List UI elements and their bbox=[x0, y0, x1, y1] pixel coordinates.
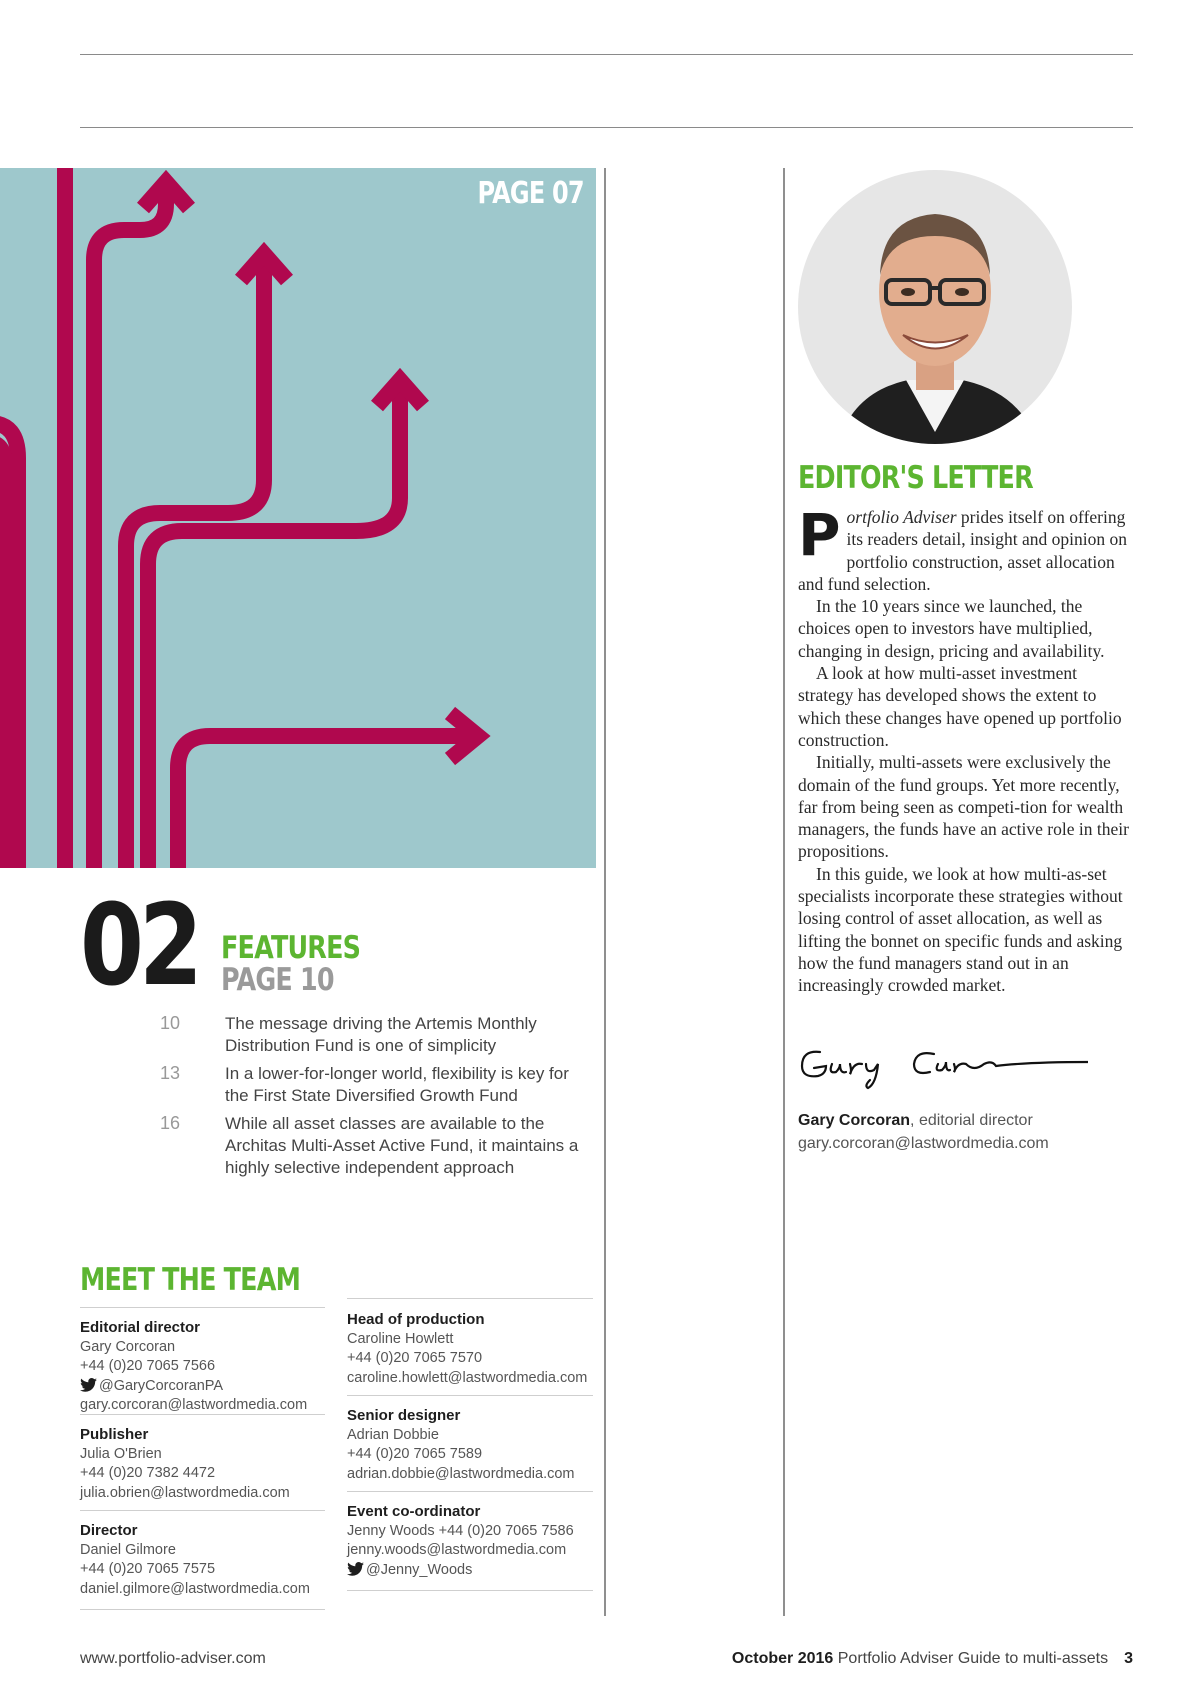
team-member-editorial-director bbox=[80, 1318, 307, 1416]
editor-letter-paragraph: A look at how multi-asset investment strategy has developed shows the extent to which these changes have opened up portfolio construction. bbox=[798, 663, 1122, 750]
team-member-email[interactable]: julia.obrien@lastwordmedia.com bbox=[80, 1484, 290, 1501]
handwritten-signature bbox=[798, 1042, 1088, 1092]
team-divider bbox=[80, 1307, 325, 1308]
team-member-name: Adrian Dobbie bbox=[347, 1426, 439, 1443]
signature-line bbox=[798, 1112, 1033, 1130]
team-member-email[interactable]: caroline.howlett@lastwordmedia.com bbox=[347, 1369, 588, 1386]
footer-title: Portfolio Adviser Guide to multi-assets bbox=[833, 1650, 1109, 1667]
illustration-page-ref[interactable]: PAGE 07 bbox=[477, 176, 584, 211]
page-number: 3 bbox=[1124, 1650, 1133, 1667]
team-member-head-of-production bbox=[347, 1310, 587, 1388]
team-member-senior-designer bbox=[347, 1406, 575, 1484]
editor-email[interactable]: gary.corcoran@lastwordmedia.com bbox=[798, 1135, 1049, 1152]
editor-letter-body bbox=[798, 501, 1135, 997]
footer-publication bbox=[732, 1650, 1133, 1668]
team-member-role: Head of production bbox=[347, 1311, 485, 1328]
twitter-handle: @GaryCorcoranPA bbox=[99, 1377, 224, 1394]
team-member-email[interactable]: daniel.gilmore@lastwordmedia.com bbox=[80, 1580, 310, 1597]
publication-name: ortfolio Adviser bbox=[846, 507, 957, 527]
editor-letter-paragraph: In this guide, we look at how multi-as-set specialists incorporate these strategies without losing control of asset allocation, as well as lifting the bonnet on specific funds and asking how the fund managers stand out in an increasingly crowded market. bbox=[798, 863, 1123, 996]
twitter-icon bbox=[80, 1378, 97, 1392]
contents-item-text: While all asset classes are available to the Architas Multi-Asset Active Fund, it maintains a highly selective independent approach bbox=[225, 1114, 579, 1177]
team-divider bbox=[347, 1590, 593, 1591]
section-page: PAGE 10 bbox=[221, 962, 334, 998]
team-divider bbox=[80, 1609, 325, 1610]
contents-item[interactable] bbox=[160, 1063, 590, 1107]
section-number: 02 bbox=[80, 881, 198, 1011]
team-member-role: Editorial director bbox=[80, 1319, 201, 1336]
column-divider-right bbox=[783, 168, 785, 1616]
contents-item-page: 10 bbox=[160, 1013, 181, 1033]
section-title: FEATURES bbox=[221, 930, 361, 966]
team-member-role: Publisher bbox=[80, 1426, 149, 1443]
team-member-name: Gary Corcoran bbox=[80, 1338, 176, 1355]
twitter-handle: @Jenny_Woods bbox=[366, 1561, 473, 1578]
team-member-phone: +44 (0)20 7382 4472 bbox=[80, 1465, 216, 1481]
arrows-graphic bbox=[0, 168, 596, 868]
team-divider bbox=[80, 1414, 325, 1415]
footer-website[interactable]: www.portfolio-adviser.com bbox=[80, 1650, 266, 1667]
team-divider bbox=[347, 1395, 593, 1396]
team-member-name: Julia O'Brien bbox=[80, 1445, 162, 1462]
team-member-name: Caroline Howlett bbox=[347, 1330, 454, 1347]
team-heading: MEET THE TEAM bbox=[80, 1262, 301, 1298]
editor-letter-paragraph: In the 10 years since we launched, the choices open to investors have multiplied, changing in design, pricing and availability. bbox=[798, 596, 1105, 661]
team-member-phone: +44 (0)20 7065 7570 bbox=[347, 1350, 483, 1366]
team-divider bbox=[80, 1510, 325, 1511]
team-member-role: Senior designer bbox=[347, 1407, 461, 1424]
twitter-icon bbox=[347, 1562, 364, 1576]
drop-cap: P bbox=[798, 501, 841, 569]
team-member-role: Director bbox=[80, 1522, 138, 1539]
team-member-email[interactable]: gary.corcoran@lastwordmedia.com bbox=[80, 1397, 308, 1413]
team-member-event-coordinator bbox=[347, 1502, 574, 1580]
team-member-email[interactable]: adrian.dobbie@lastwordmedia.com bbox=[347, 1465, 575, 1482]
contents-item-page: 16 bbox=[160, 1113, 181, 1133]
column-divider-left bbox=[604, 168, 606, 1616]
contents-item[interactable] bbox=[160, 1113, 590, 1179]
editor-letter-paragraph bbox=[798, 501, 1135, 595]
team-member-publisher bbox=[80, 1425, 290, 1503]
top-rule-1 bbox=[80, 54, 1133, 55]
arrows-illustration bbox=[0, 168, 596, 868]
team-member-twitter[interactable] bbox=[80, 1377, 307, 1397]
paragraph-text: prides itself on offering its readers detail, insight and opinion on portfolio construction, asset allocation and fund selection. bbox=[798, 507, 1127, 594]
team-member-role: Event co-ordinator bbox=[347, 1503, 481, 1520]
contents-item-text: The message driving the Artemis Monthly Distribution Fund is one of simplicity bbox=[225, 1014, 537, 1055]
editor-role: , editorial director bbox=[910, 1112, 1033, 1129]
editor-name: Gary Corcoran bbox=[798, 1112, 911, 1129]
contents-item[interactable] bbox=[160, 1013, 590, 1057]
team-member-email[interactable]: jenny.woods@lastwordmedia.com bbox=[347, 1542, 567, 1558]
editor-portrait bbox=[798, 170, 1072, 444]
team-member-director bbox=[80, 1521, 310, 1599]
team-member-name-phone: Jenny Woods +44 (0)20 7065 7586 bbox=[347, 1522, 574, 1539]
section-heading[interactable] bbox=[221, 932, 360, 996]
contents-item-text: In a lower-for-longer world, flexibility is key for the First State Diversified Growth Fund bbox=[225, 1064, 569, 1105]
team-member-phone: +44 (0)20 7065 7566 bbox=[80, 1358, 216, 1374]
team-member-twitter[interactable] bbox=[347, 1561, 574, 1581]
editor-letter-heading: EDITOR'S LETTER bbox=[798, 460, 1033, 496]
contents-item-page: 13 bbox=[160, 1063, 181, 1083]
team-divider bbox=[347, 1491, 593, 1492]
top-rule-2 bbox=[80, 127, 1133, 128]
team-member-name: Daniel Gilmore bbox=[80, 1541, 176, 1558]
footer-date: October 2016 bbox=[731, 1650, 834, 1667]
editor-letter-paragraph: Initially, multi-assets were exclusively the domain of the fund groups. Yet more recently, far from being seen as competi-tion for wealth managers, the funds have an active role in their propositions. bbox=[798, 752, 1129, 862]
team-member-phone: +44 (0)20 7065 7589 bbox=[347, 1446, 483, 1462]
team-member-phone: +44 (0)20 7065 7575 bbox=[80, 1561, 216, 1577]
team-divider bbox=[347, 1298, 593, 1299]
